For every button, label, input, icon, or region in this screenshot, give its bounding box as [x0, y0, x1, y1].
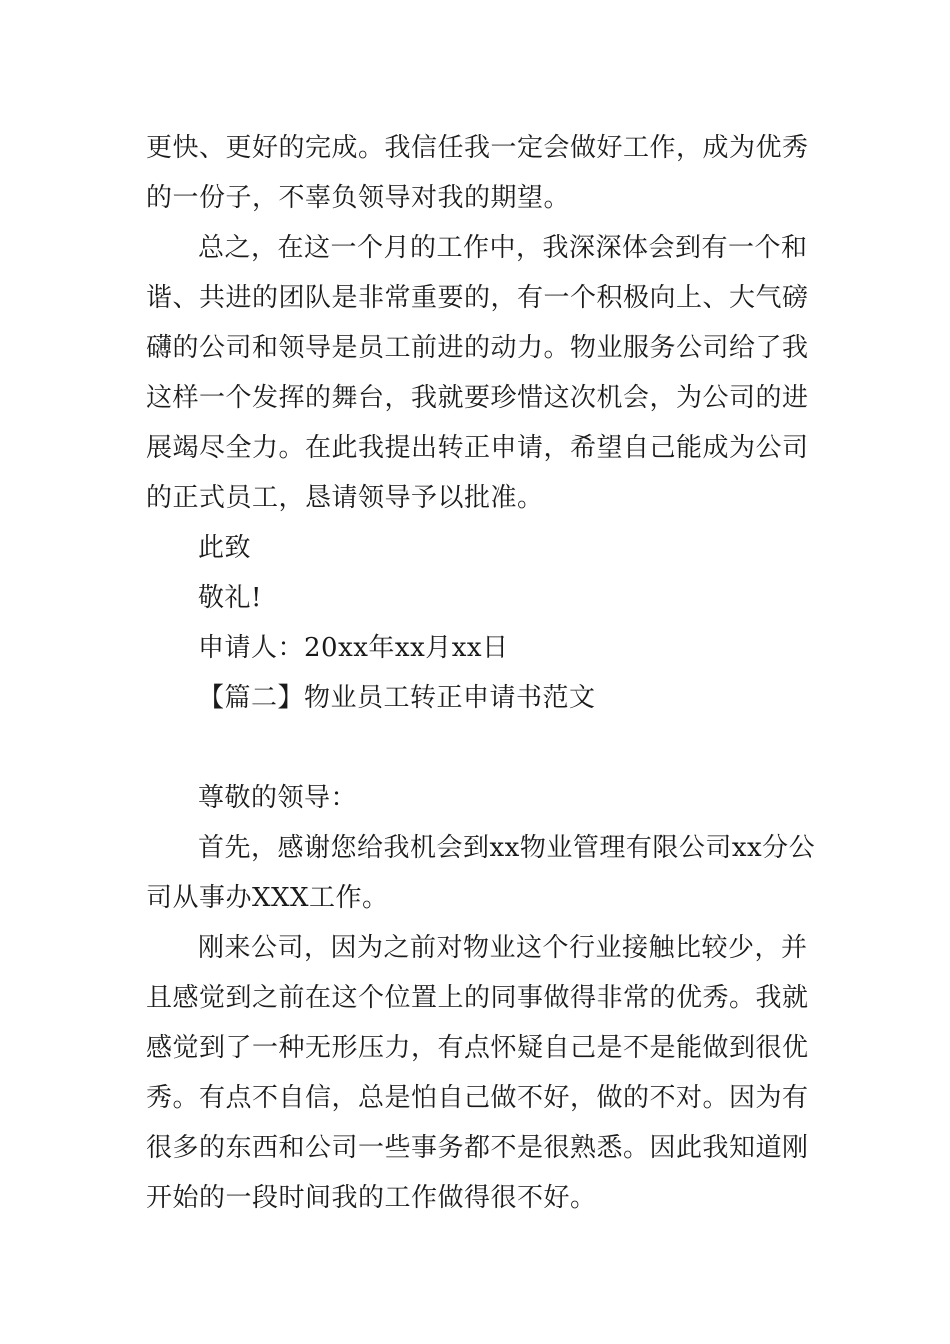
paragraph-line: 的一份子，不辜负领导对我的期望。 [146, 183, 571, 213]
paragraph-line: 的正式员工，恳请领导予以批准。 [146, 483, 544, 513]
paragraph-line: 更快、更好的完成。我信任我一定会做好工作，成为优秀 [146, 133, 809, 163]
paragraph-line: 很多的东西和公司一些事务都不是很熟悉。因此我知道刚 [146, 1133, 809, 1163]
greeting: 尊敬的领导： [198, 783, 358, 813]
paragraph-line: 刚来公司，因为之前对物业这个行业接触比较少，并 [198, 933, 808, 963]
closing-salutation: 此致 [198, 533, 252, 563]
paragraph-line: 感觉到了一种无形压力，有点怀疑自己是不是能做到很优 [146, 1033, 809, 1063]
closing-regards: 敬礼! [198, 583, 262, 613]
paragraph-line: 且感觉到之前在这个位置上的同事做得非常的优秀。我就 [146, 983, 809, 1013]
paragraph-line: 首先，感谢您给我机会到xx物业管理有限公司xx分公 [198, 833, 816, 863]
paragraph-line: 总之，在这一个月的工作中，我深深体会到有一个和 [198, 233, 808, 263]
paragraph-line: 开始的一段时间我的工作做得很不好。 [146, 1183, 597, 1213]
paragraph-line: 谐、共进的团队是非常重要的，有一个积极向上、大气磅 [146, 283, 809, 313]
paragraph-line: 秀。有点不自信，总是怕自己做不好，做的不对。因为有 [146, 1083, 809, 1113]
section-heading: 【篇二】物业员工转正申请书范文 [198, 683, 596, 713]
paragraph-line: 礴的公司和领导是员工前进的动力。物业服务公司给了我 [146, 333, 809, 363]
paragraph-line: 司从事办XXX工作。 [146, 883, 389, 913]
applicant-date: 申请人：20xx年xx月xx日 [198, 633, 509, 663]
paragraph-line: 这样一个发挥的舞台，我就要珍惜这次机会，为公司的进 [146, 383, 809, 413]
paragraph-line: 展竭尽全力。在此我提出转正申请，希望自己能成为公司 [146, 433, 809, 463]
